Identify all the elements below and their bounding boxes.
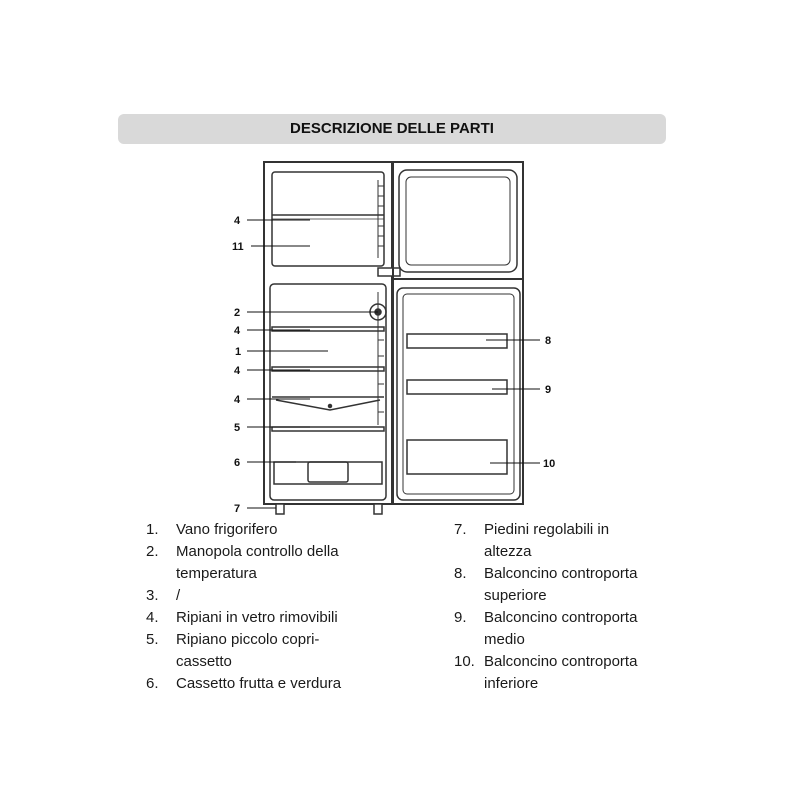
callout-2: 2: [234, 307, 241, 319]
left-foot: [276, 504, 284, 514]
legend-item: 9. Balconcino controporta medio: [454, 609, 638, 648]
fridge-compartment: [270, 284, 386, 500]
callout-4-freezer: 4: [234, 215, 241, 227]
callout-4-shelf-2: 4: [234, 365, 241, 377]
freezer-door-liner: [399, 170, 517, 272]
callout-5: 5: [234, 422, 241, 434]
middle-door-balcony: [407, 380, 507, 394]
section-title: DESCRIZIONE DELLE PARTI: [118, 114, 666, 144]
callout-11: 11: [232, 241, 244, 253]
upper-door-balcony: [407, 334, 507, 348]
callout-4-shelf-3: 4: [234, 394, 241, 406]
lower-door-balcony: [407, 440, 507, 474]
legend-item: 2. Manopola controllo della temperatura: [146, 543, 339, 582]
legend-item: 7. Piedini regolabili in altezza: [454, 521, 610, 560]
legend-item: 10. Balconcino controporta inferiore: [454, 653, 638, 692]
parts-legend-left: [146, 519, 406, 695]
callout-8: 8: [545, 335, 552, 347]
callout-9: 9: [545, 384, 552, 396]
legend-item: 6. Cassetto frutta e verdura: [146, 675, 342, 692]
crisper-cover-shelf: [272, 427, 384, 431]
right-foot: [374, 504, 382, 514]
crisper-drawer: [274, 462, 382, 484]
callout-7: 7: [234, 503, 241, 515]
callout-10: 10: [543, 458, 556, 470]
callout-4-shelf-1: 4: [234, 325, 241, 337]
legend-item: 4. Ripiani in vetro rimovibili: [146, 609, 338, 626]
callout-6: 6: [234, 457, 241, 469]
door-hinge: [378, 268, 400, 276]
legend-item: 8. Balconcino controporta superiore: [454, 565, 638, 604]
legend-item: 1. Vano frigorifero: [146, 521, 278, 538]
cabinet-outline: [264, 162, 392, 504]
parts-legend-right: [454, 519, 684, 695]
legend-item: 5. Ripiano piccolo copri-cassetto: [146, 631, 320, 670]
legend-item: 3. /: [146, 587, 181, 604]
door-outline: [393, 162, 523, 504]
callout-1: 1: [235, 346, 242, 358]
